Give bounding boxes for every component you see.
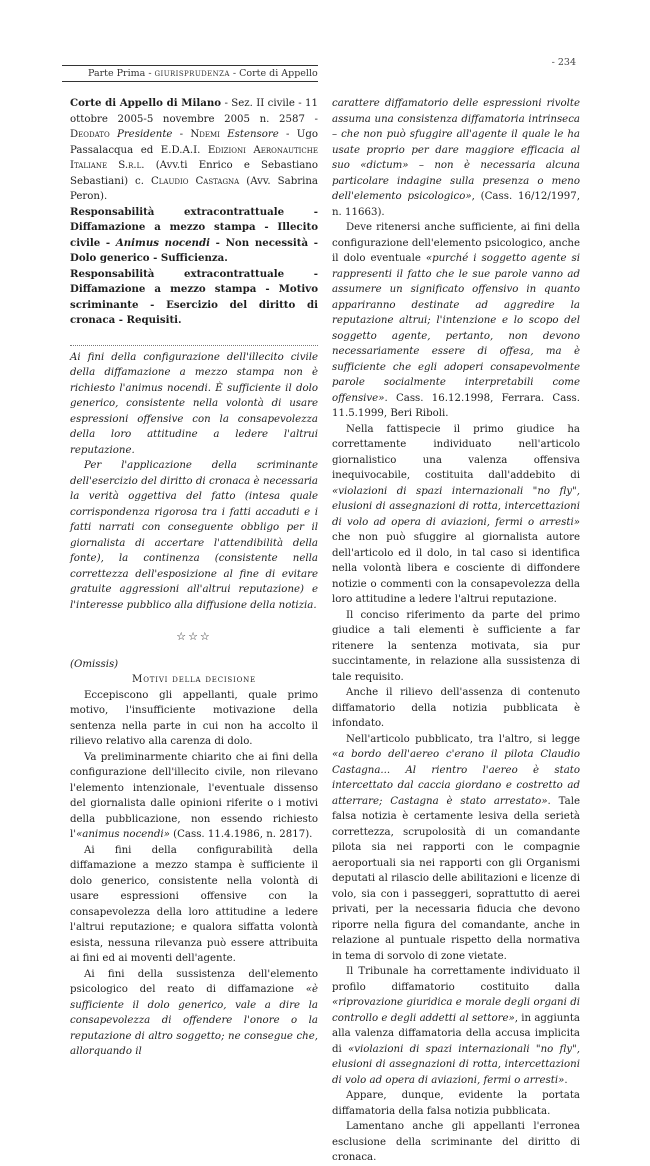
massima-1 — [70, 205, 318, 267]
running-header: Parte Prima - giurisprudenza - Corte di Appello — [62, 65, 318, 82]
body-italic: «è sufficiente il dolo generico, vale a dire la consapevolezza di offendere l'onore o la reputazione di altro soggetto; ne consegue che, allorquando il — [70, 984, 318, 1057]
body-paragraph — [332, 220, 580, 422]
page-number: - 234 — [551, 57, 576, 68]
body-italic: «purché i soggetto agente si rappresenti il fatto che le sue parole vanno ad assumere un significato offensivo in quanto appariranno destinate ad aggredire la reputazione altrui; l'intenzione e lo scopo del soggetto agente, pertanto, non devono necessariamente essere di offesa, ma è sufficiente che egli adoperi consapevolmente parole socialmente interpretabili come offensive» — [332, 253, 581, 404]
body-italic: «violazioni di spazi internazionali "no fly", elusioni di assegnazioni di rotta, intercettazioni di volo ad opera di aviazioni, fermi o arresti» — [332, 1043, 580, 1086]
body-text: . Tale falsa notizia è certamente lesiva della serietà correttezza, scrupolosità di un comandante pilota sia nei rapporti con le compagnie aeroportuali sia nei rapporti con gli Organismi deputati al rilascio delle abilitazioni e licenze di volo, sia con i passeggeri, soprattutto di aerei privati, per la necessaria fiducia che devono riporre nella figura del comandante, anche in relazione al puntuale rispetto della normativa in tema di sorvolo di zone vietate. — [332, 795, 580, 962]
body-text: Nell'articolo pubblicato, tra l'altro, si legge — [346, 733, 580, 745]
body-paragraph: Appare, dunque, evidente la portata diffamatoria della falsa notizia pubblicata. — [332, 1090, 580, 1117]
case-parties-text: (Avv. Sabrina Peron). — [70, 175, 318, 202]
president-role: Presidente — [109, 129, 173, 140]
header-category: giurisprudenza — [154, 68, 230, 79]
body-text: (Cass. 11.4.1986, n. 2817). — [169, 829, 313, 840]
body-paragraph — [70, 750, 318, 843]
summary — [70, 345, 318, 614]
summary-divider — [70, 345, 318, 346]
extensor-role: Estensore — [219, 129, 279, 140]
case-citation — [70, 96, 318, 205]
body-text: Nella fattispecie il primo giudice ha correttamente individuato nell'articolo giornalistico una valenza offensiva inequivocabile, costituita dall'addebito di — [332, 423, 580, 481]
massima-text: - Non necessità - Dolo generico - Sufficienza. — [70, 236, 318, 264]
body-paragraph: Eccepiscono gli appellanti, quale primo motivo, l'insufficiente motivazione della sentenza nella parte in cui non ha accolto il rilievo relativo alla carenza di dolo. — [70, 689, 318, 747]
body-text: . Cass. 16.12.1998, Ferrara. Cass. 11.5.1999, Beri Riboli. — [332, 392, 580, 419]
body-text: Deve ritenersi anche sufficiente, ai fini della configurazione dell'elemento psicologico, anche il dolo eventuale — [332, 222, 580, 264]
body-paragraph: Ai fini della configurabilità della diffamazione a mezzo stampa è sufficiente il dolo generico, consistente nella volontà di usare espressioni offensive con la consapevolezza della loro attitudine a ledere l'altrui reputazione; e qualora siffatta volontà esista, nessuna rilevanza può essere attribuita ai fini ed ai moventi dell'agente. — [70, 844, 318, 964]
body-italic: «a bordo dell'aereo c'erano il pilota Claudio Castagna... Al rientro l'aereo è stato intercettato dal caccia giordano e costretto ad atterrare; Castagna è stato arrestato» — [332, 749, 580, 807]
body-text: Ai fini della sussistenza dell'elemento psicologico del reato di diffamazione — [70, 968, 318, 995]
president-name: Deodato — [70, 129, 110, 140]
section-stars: ☆☆☆ — [176, 630, 212, 643]
extensor-name: Ndemi — [190, 129, 220, 140]
massima-2: Responsabilità extracontrattuale - Diffamazione a mezzo stampa - Motivo scriminante - Esercizio del diritto di cronaca - Requisiti. — [70, 267, 318, 326]
case-parties-text: - Ugo Passalacqua ed — [70, 129, 318, 156]
massima-text: Responsabilità extracontrattuale - Diffamazione a mezzo stampa - Illecito civile - — [70, 205, 318, 249]
case-section-date: - Sez. II civile - 11 ottobre 2005-5 novembre 2005 n. 2587 - — [70, 98, 318, 125]
body-paragraph — [70, 967, 318, 1060]
body-paragraph — [332, 964, 580, 1088]
body-italic: «riprovazione giuridica e morale degli organi di controllo e degli addetti al settore» — [332, 997, 580, 1024]
court-name: Corte di Appello di Milano — [70, 97, 222, 109]
body-italic: «violazioni di spazi internazionali "no fly", elusioni di assegnazioni di rotta, intercettazioni di volo ad opera di aviazioni, fermi o arresti» — [332, 485, 580, 528]
massima-italic: Animus nocendi — [115, 236, 210, 249]
section-heading: Motivi della decisione — [132, 674, 256, 685]
body-paragraph — [332, 96, 580, 220]
separator: - — [172, 129, 191, 140]
body-text: . — [564, 1074, 568, 1086]
header-court: Corte di Appello — [239, 68, 318, 79]
body-italic: carattere diffamatorio delle espressioni rivolte assuma una consistenza diffamatoria intrinseca – che non può sfuggire all'agente il quale le ha usate proprio per dare maggiore efficacia al suo «dictum» – non è necessaria alcuna particolare indagine sulla presenza o meno dell'elemento psicologico» — [332, 98, 580, 202]
body-paragraph: Il conciso riferimento da parte del primo giudice a tali elementi è sufficiente a far ritenere la sentenza motivata, sia pur succintamente, in relazione alla sussistenza di tale requisito. — [332, 609, 580, 683]
right-column — [332, 96, 580, 1166]
body-paragraph: Lamentano anche gli appellanti l'erronea esclusione della scriminante del diritto di cronaca. — [332, 1121, 580, 1163]
body-paragraph — [332, 732, 580, 965]
summary-paragraph: Ai fini della configurazione dell'illecito civile della diffamazione a mezzo stampa non è richiesto l'animus nocendi. È sufficiente il dolo generico, consistente nella volontà di usare espressioni offensive con la consapevolezza della loro attitudine a ledere l'altrui reputazione. — [70, 351, 318, 456]
body-text: Va preliminarmente chiarito che ai fini della configurazione dell'illecito civile, non rilevano l'elemento intenzionale, l'eventuale dissenso del giornalista dalle opinioni riferite o i motivi della pubblicazione, non essendo richiesto l' — [70, 751, 318, 840]
left-column — [70, 96, 318, 1060]
body-text: Il Tribunale ha correttamente individuato il profilo diffamatorio costituito dalla — [332, 966, 580, 993]
body-text: che non può sfuggire al giornalista autore dell'articolo ed il dolo, in tal caso si identifica nella volontà libera e cosciente di diffondere notizie o commenti con la consapevolezza della loro attitudine a ledere l'altrui reputazione. — [332, 532, 580, 605]
summary-paragraph: Per l'applicazione della scriminante dell'esercizio del diritto di cronaca è necessaria la verità oggettiva del fatto (intesa quale corrispondenza rigorosa tra i fatti accaduti e i fatti narrati con conseguente obbligo per il giornalista di accertare l'attendibilità della fonte), la continenza (consistente nella correttezza dell'esposizione al fine di evitare gratuite aggressioni all'altrui reputazione) e l'interesse pubblico alla diffusione della notizia. — [70, 460, 318, 611]
body-text: , in aggiunta alla valenza diffamatoria della accusa implicita di — [332, 1012, 580, 1055]
body-paragraph — [332, 422, 580, 608]
appellee-name: Claudio Castagna — [150, 175, 240, 187]
body-text: , (Cass. 16/12/1997, n. 11663). — [332, 191, 580, 218]
omissis: (Omissis) — [70, 658, 119, 670]
body-italic: «animus nocendi» — [76, 829, 170, 840]
body-paragraph: Anche il rilievo dell'assenza di contenuto diffamatorio della notizia pubblicata è infondato. — [332, 687, 580, 729]
case-parties-text: (Avv.ti Enrico e Sebastiano Sebastiani) c. — [70, 160, 318, 187]
header-section: Parte Prima — [88, 68, 146, 79]
appellant-name: E.D.A.I. Edizioni Aeronautiche Italiane S.r.l. — [70, 144, 318, 171]
